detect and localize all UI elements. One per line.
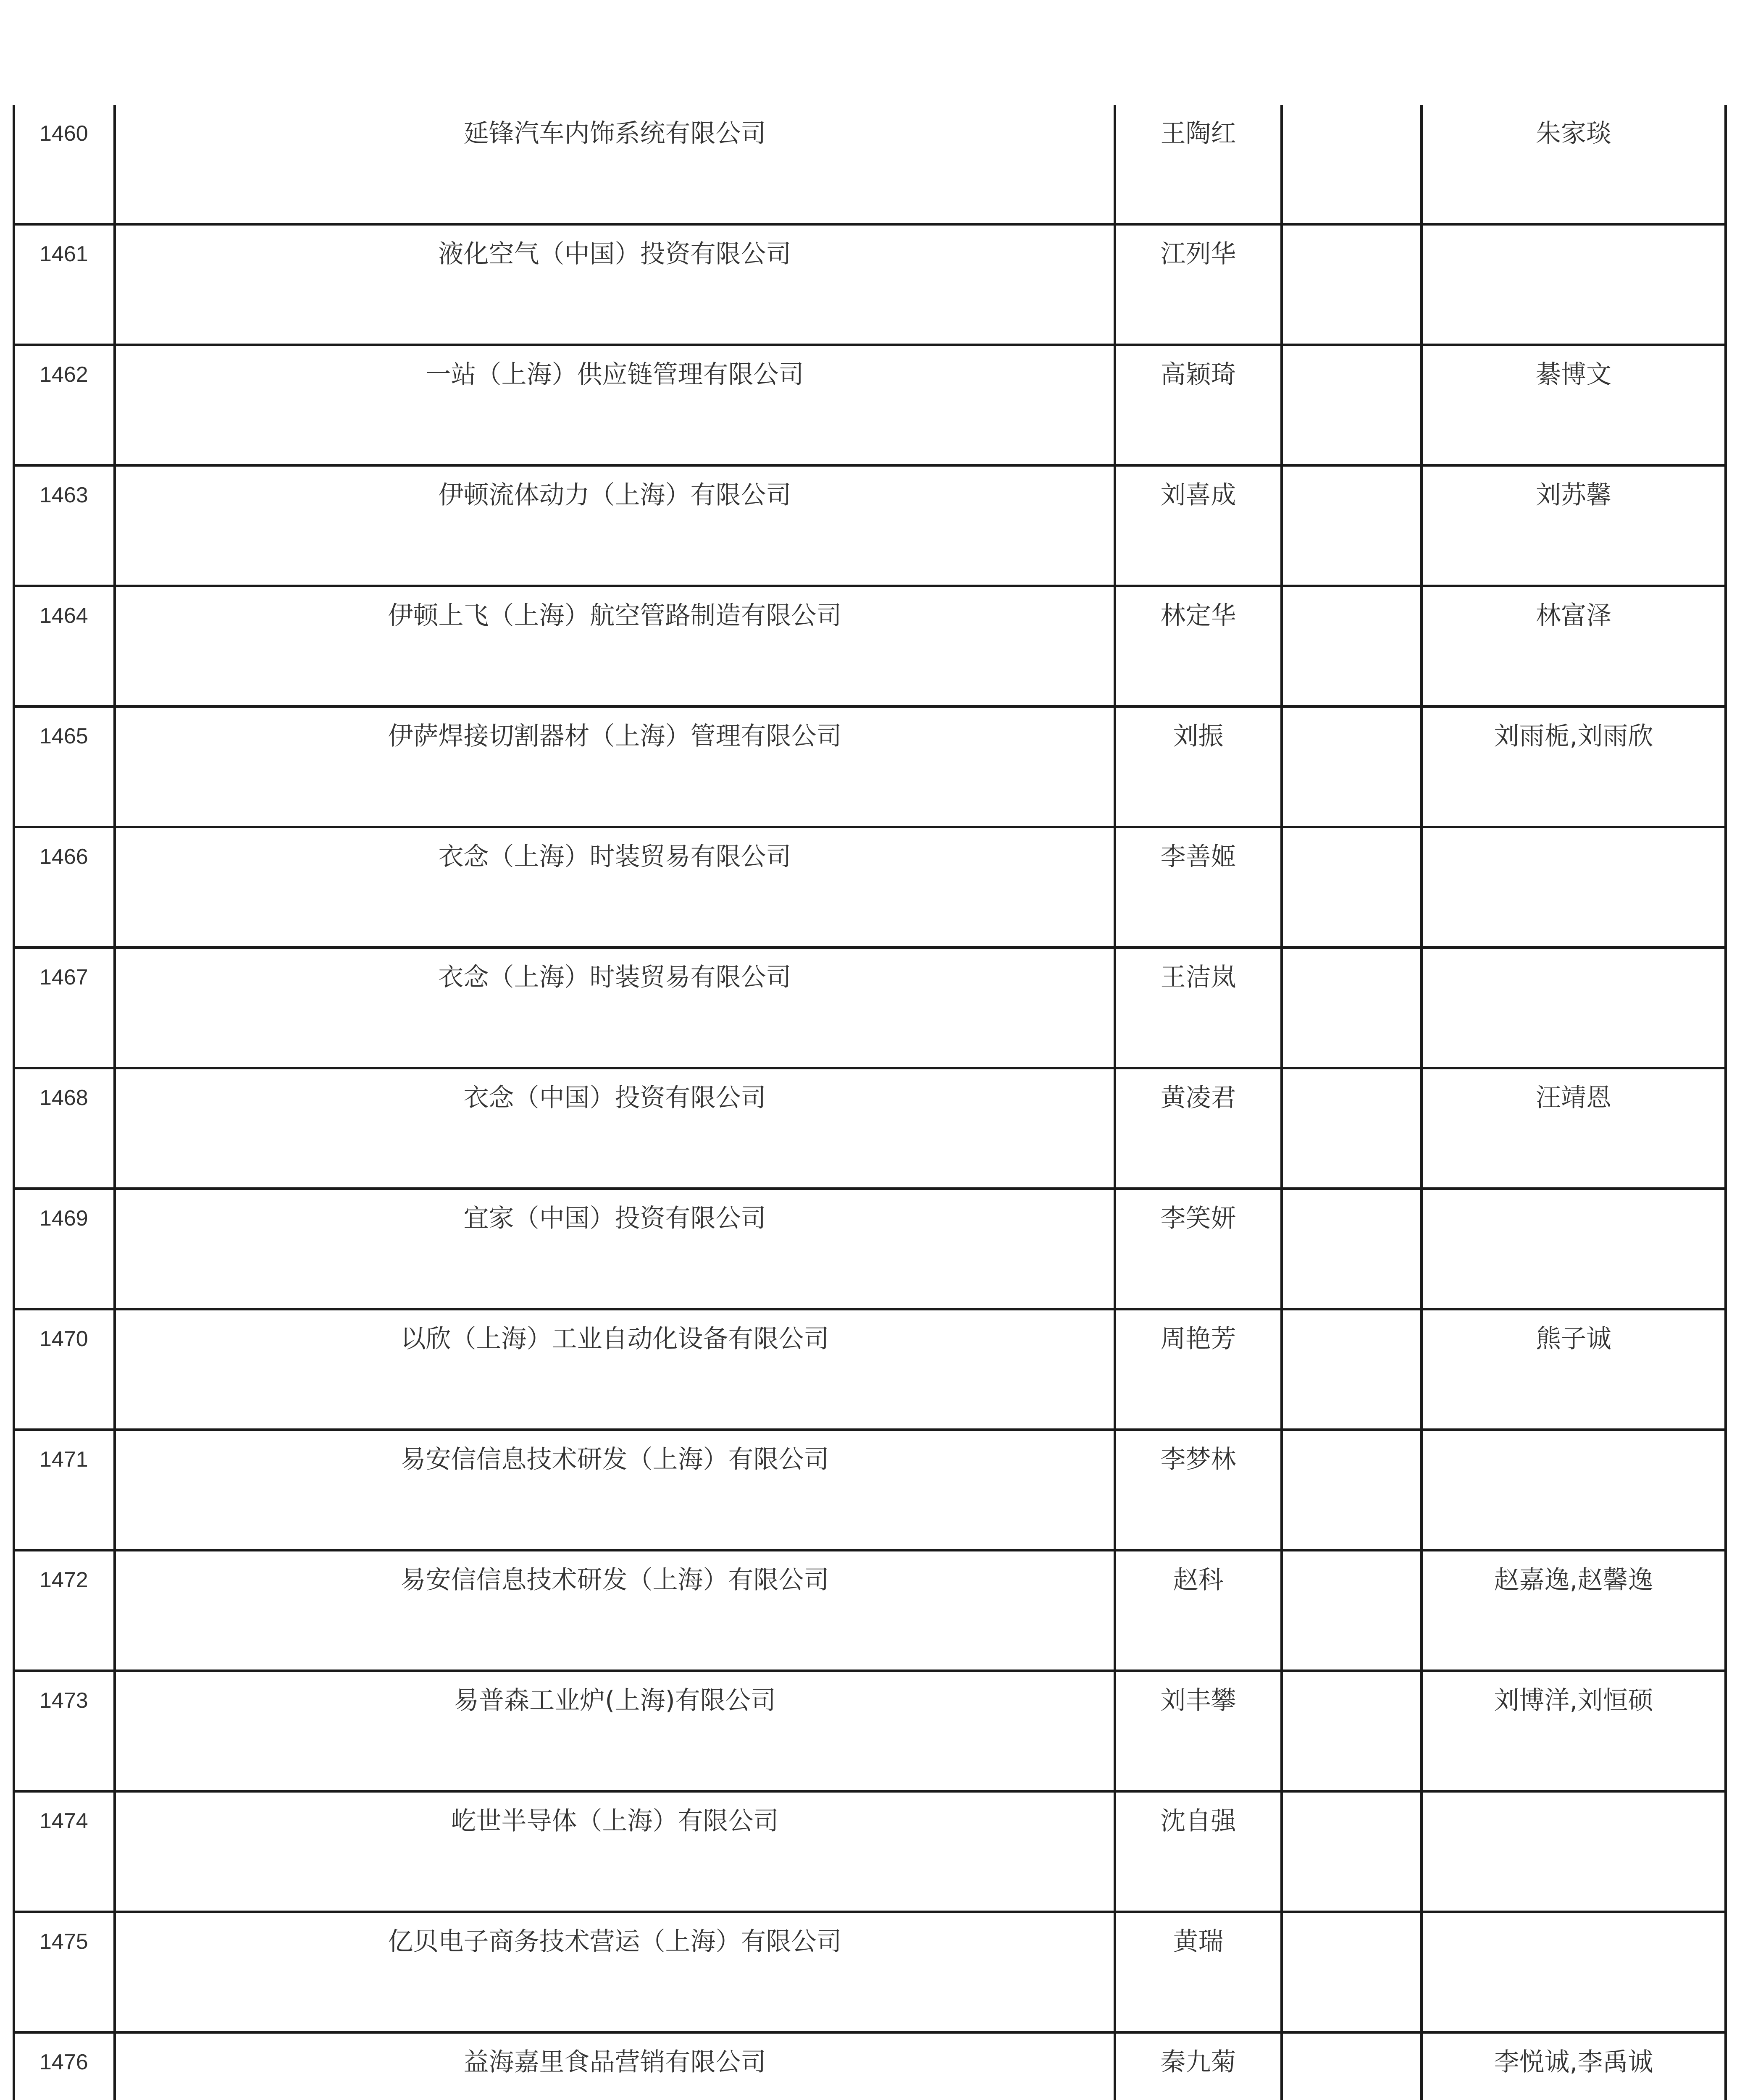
row-number-cell: 1464 <box>14 586 115 706</box>
family-members-cell: 熊子诚 <box>1422 1309 1726 1430</box>
table-row <box>14 1791 1726 1912</box>
applicant-name-cell: 沈自强 <box>1115 1791 1282 1912</box>
table-row <box>14 1912 1726 2032</box>
company-name-cell: 伊顿流体动力（上海）有限公司 <box>115 465 1115 586</box>
row-number-cell: 1474 <box>14 1791 115 1912</box>
table-row <box>14 948 1726 1068</box>
row-number-cell: 1460 <box>14 105 115 224</box>
empty-cell <box>1282 948 1422 1068</box>
row-number-cell: 1475 <box>14 1912 115 2032</box>
company-name-cell: 以欣（上海）工业自动化设备有限公司 <box>115 1309 1115 1430</box>
row-number-cell: 1467 <box>14 948 115 1068</box>
empty-cell <box>1282 1550 1422 1671</box>
family-members-cell <box>1422 224 1726 345</box>
table-row <box>14 1550 1726 1671</box>
applicant-name-cell: 高颖琦 <box>1115 345 1282 465</box>
company-name-cell: 益海嘉里食品营销有限公司 <box>115 2032 1115 2100</box>
applicant-name-cell: 李善姬 <box>1115 827 1282 948</box>
table-row <box>14 1189 1726 1309</box>
table-row <box>14 706 1726 827</box>
empty-cell <box>1282 586 1422 706</box>
family-members-cell <box>1422 1791 1726 1912</box>
table-row <box>14 345 1726 465</box>
row-number-cell: 1466 <box>14 827 115 948</box>
empty-cell <box>1282 345 1422 465</box>
row-number-cell: 1470 <box>14 1309 115 1430</box>
company-name-cell: 易普森工业炉(上海)有限公司 <box>115 1671 1115 1791</box>
empty-cell <box>1282 1912 1422 2032</box>
row-number-cell: 1469 <box>14 1189 115 1309</box>
applicant-name-cell: 江列华 <box>1115 224 1282 345</box>
empty-cell <box>1282 1068 1422 1189</box>
table-row <box>14 105 1726 224</box>
company-name-cell: 液化空气（中国）投资有限公司 <box>115 224 1115 345</box>
family-members-cell <box>1422 1189 1726 1309</box>
applicant-name-cell: 周艳芳 <box>1115 1309 1282 1430</box>
family-members-cell <box>1422 1912 1726 2032</box>
family-members-cell <box>1422 1430 1726 1550</box>
table-row <box>14 465 1726 586</box>
company-name-cell: 一站（上海）供应链管理有限公司 <box>115 345 1115 465</box>
row-number-cell: 1462 <box>14 345 115 465</box>
family-members-cell: 刘雨栀,刘雨欣 <box>1422 706 1726 827</box>
family-members-cell: 赵嘉逸,赵馨逸 <box>1422 1550 1726 1671</box>
empty-cell <box>1282 827 1422 948</box>
family-members-cell: 綦博文 <box>1422 345 1726 465</box>
empty-cell <box>1282 105 1422 224</box>
table-row <box>14 1068 1726 1189</box>
company-name-cell: 延锋汽车内饰系统有限公司 <box>115 105 1115 224</box>
company-name-cell: 屹世半导体（上海）有限公司 <box>115 1791 1115 1912</box>
family-members-cell: 朱家琰 <box>1422 105 1726 224</box>
company-name-cell: 亿贝电子商务技术营运（上海）有限公司 <box>115 1912 1115 2032</box>
roster-table-body <box>14 105 1726 2100</box>
company-name-cell: 宜家（中国）投资有限公司 <box>115 1189 1115 1309</box>
empty-cell <box>1282 1671 1422 1791</box>
table-row <box>14 586 1726 706</box>
family-members-cell: 刘苏馨 <box>1422 465 1726 586</box>
table-row <box>14 1671 1726 1791</box>
empty-cell <box>1282 1430 1422 1550</box>
empty-cell <box>1282 1791 1422 1912</box>
table-row <box>14 1430 1726 1550</box>
applicant-name-cell: 黄凌君 <box>1115 1068 1282 1189</box>
company-name-cell: 伊萨焊接切割器材（上海）管理有限公司 <box>115 706 1115 827</box>
row-number-cell: 1471 <box>14 1430 115 1550</box>
family-members-cell: 林富泽 <box>1422 586 1726 706</box>
family-members-cell: 刘博洋,刘恒硕 <box>1422 1671 1726 1791</box>
company-name-cell: 衣念（中国）投资有限公司 <box>115 1068 1115 1189</box>
family-members-cell: 汪靖恩 <box>1422 1068 1726 1189</box>
row-number-cell: 1473 <box>14 1671 115 1791</box>
applicant-name-cell: 王陶红 <box>1115 105 1282 224</box>
family-members-cell <box>1422 948 1726 1068</box>
empty-cell <box>1282 1309 1422 1430</box>
empty-cell <box>1282 1189 1422 1309</box>
company-name-cell: 易安信信息技术研发（上海）有限公司 <box>115 1430 1115 1550</box>
table-row <box>14 224 1726 345</box>
empty-cell <box>1282 224 1422 345</box>
company-name-cell: 伊顿上飞（上海）航空管路制造有限公司 <box>115 586 1115 706</box>
applicant-name-cell: 李笑妍 <box>1115 1189 1282 1309</box>
company-name-cell: 衣念（上海）时装贸易有限公司 <box>115 948 1115 1068</box>
applicant-name-cell: 刘丰攀 <box>1115 1671 1282 1791</box>
row-number-cell: 1461 <box>14 224 115 345</box>
applicant-name-cell: 刘振 <box>1115 706 1282 827</box>
company-name-cell: 易安信信息技术研发（上海）有限公司 <box>115 1550 1115 1671</box>
table-row <box>14 2032 1726 2100</box>
row-number-cell: 1468 <box>14 1068 115 1189</box>
applicant-name-cell: 黄瑞 <box>1115 1912 1282 2032</box>
applicant-name-cell: 林定华 <box>1115 586 1282 706</box>
family-members-cell <box>1422 827 1726 948</box>
applicant-name-cell: 赵科 <box>1115 1550 1282 1671</box>
applicant-name-cell: 王洁岚 <box>1115 948 1282 1068</box>
table-row <box>14 1309 1726 1430</box>
row-number-cell: 1476 <box>14 2032 115 2100</box>
applicant-name-cell: 李梦林 <box>1115 1430 1282 1550</box>
row-number-cell: 1465 <box>14 706 115 827</box>
applicant-name-cell: 秦九菊 <box>1115 2032 1282 2100</box>
applicant-name-cell: 刘喜成 <box>1115 465 1282 586</box>
empty-cell <box>1282 2032 1422 2100</box>
empty-cell <box>1282 706 1422 827</box>
row-number-cell: 1472 <box>14 1550 115 1671</box>
table-row <box>14 827 1726 948</box>
family-members-cell: 李悦诚,李禹诚 <box>1422 2032 1726 2100</box>
company-name-cell: 衣念（上海）时装贸易有限公司 <box>115 827 1115 948</box>
empty-cell <box>1282 465 1422 586</box>
row-number-cell: 1463 <box>14 465 115 586</box>
roster-table <box>13 105 1727 2100</box>
